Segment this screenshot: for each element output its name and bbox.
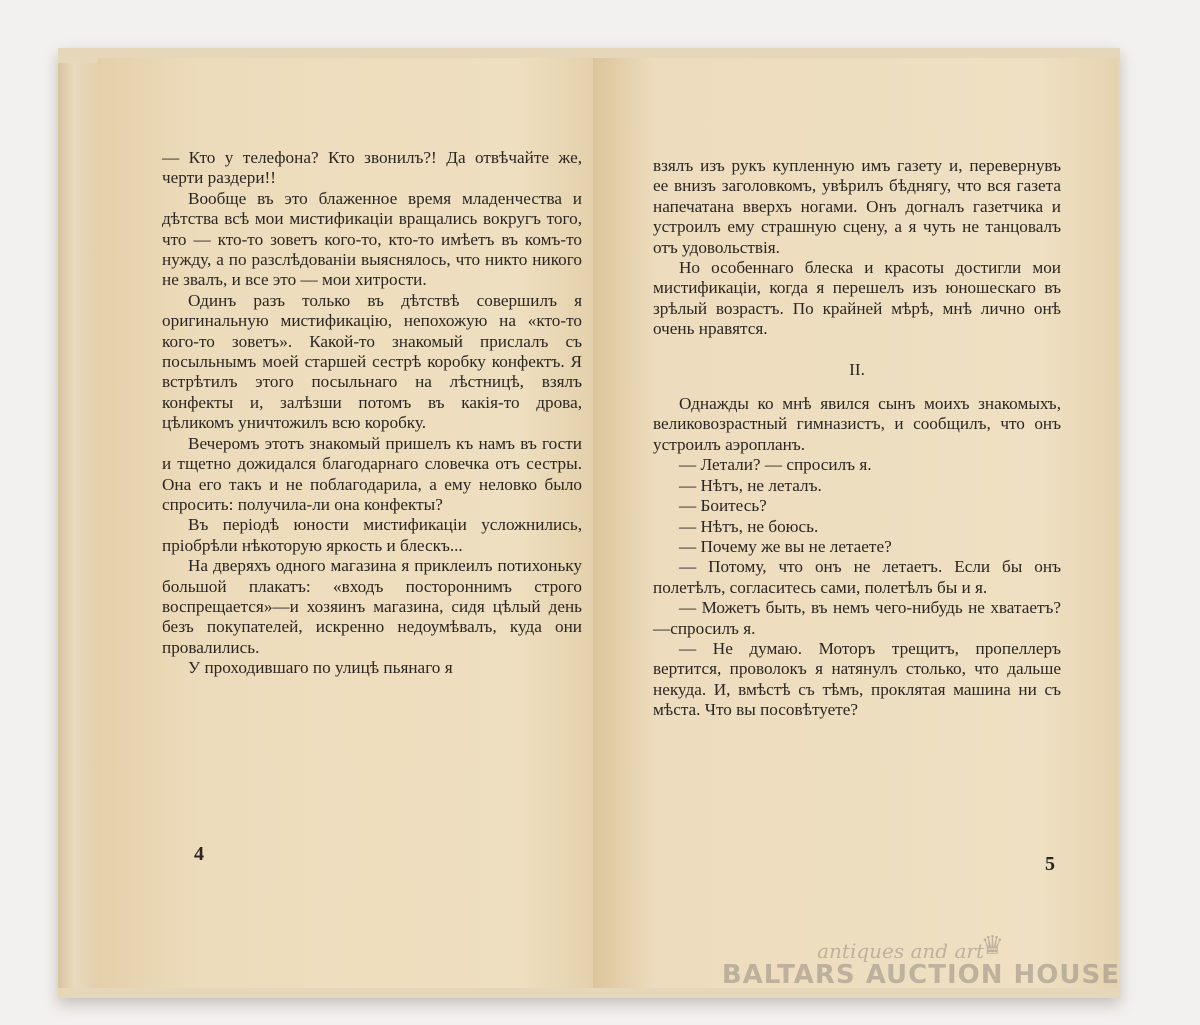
paragraph: Но особеннаго блеска и красоты достигли мои мистификаціи, когда я перешелъ изъ юношескаго въ зрѣлый возрастъ. По крайней мѣрѣ, мнѣ лично онѣ очень нравятся. bbox=[653, 258, 1061, 339]
paragraph: — Кто у телефона? Кто звонилъ?! Да отвѣчайте же, черти раздери!! bbox=[162, 148, 582, 188]
paragraph: На дверяхъ одного магазина я приклеилъ потихоньку большой плакатъ: «входъ постороннимъ строго воспрещается»—и хозяинъ магазина, сидя цѣлый день безъ покупателей, искренно недоумѣвалъ, куда они провалились. bbox=[162, 556, 582, 657]
dialogue-line: — Можетъ быть, въ немъ чего-нибудь не хватаетъ?—спросилъ я. bbox=[653, 598, 1061, 638]
open-book bbox=[58, 48, 1120, 998]
paragraph: Въ періодѣ юности мистификаціи усложнились, пріобрѣли нѣкоторую яркость и блескъ... bbox=[162, 515, 582, 555]
dialogue-line: — Боитесь? bbox=[679, 496, 767, 516]
watermark-brand: BALTARS AUCTION HOUSE bbox=[721, 960, 1120, 990]
dialogue-line: — Нѣтъ, не боюсь. bbox=[679, 516, 819, 536]
left-page-text bbox=[162, 148, 582, 679]
left-page bbox=[98, 58, 623, 988]
dialogue-line: — Потому, что онъ не летаетъ. Если бы онъ полетѣлъ, согласитесь сами, полетѣлъ бы и я. bbox=[653, 557, 1061, 597]
paragraph: Однажды ко мнѣ явился сынъ моихъ знакомыхъ, великовозрастный гимназистъ, и сообщилъ, что онъ устроилъ аэропланъ. bbox=[653, 394, 1061, 454]
paragraph: Вечеромъ этотъ знакомый пришелъ къ намъ въ гости и тщетно дожидался благодарнаго словечка отъ сестры. Она его такъ и не поблагодарила, а ему неловко было спросить: получила-ли она конфекты? bbox=[162, 433, 582, 514]
right-page bbox=[593, 58, 1118, 988]
paragraph: Одинъ разъ только въ дѣтствѣ совершилъ я оригинальную мистификацію, непохожую на «кто-то кого-то зоветъ». Какой-то знакомый прислалъ съ посыльнымъ моей старшей сестрѣ коробку конфектъ. Я встрѣтилъ этого посыльнаго на лѣстницѣ, взялъ конфекты и, залѣзши потомъ въ какія-то дрова, цѣликомъ уничтожилъ всю коробку. bbox=[162, 290, 582, 433]
page-edges bbox=[58, 63, 98, 988]
right-page-text bbox=[653, 156, 1061, 721]
section-heading: II. bbox=[849, 359, 865, 379]
paragraph: У проходившаго по улицѣ пьянаго я bbox=[188, 658, 453, 678]
dialogue-line: — Не думаю. Моторъ трещитъ, пропеллеръ вертится, проволокъ я натянулъ столько, что дальше некуда. И, вмѣстѣ съ тѣмъ, проклятая машина ни съ мѣста. Что вы посовѣтуете? bbox=[653, 638, 1061, 720]
paragraph: Вообще въ это блаженное время младенчества и дѣтства всѣ мои мистификаціи вращались вокругъ того, что — кто-то зоветъ кого-то, кто-то имѣетъ въ комъ-то нужду, а по разслѣдованіи выяснялось, что никто никого не звалъ, и все это — мои хитрости. bbox=[162, 188, 582, 290]
crown-icon: ♛ bbox=[980, 931, 1004, 961]
watermark-tagline: antiques and art bbox=[817, 939, 984, 963]
page-number: 5 bbox=[1045, 853, 1055, 875]
page-number: 4 bbox=[194, 843, 204, 865]
dialogue-line: — Нѣтъ, не леталъ. bbox=[679, 475, 822, 495]
dialogue-line: — Летали? — спросилъ я. bbox=[679, 455, 872, 475]
auction-watermark bbox=[716, 931, 1136, 1015]
paragraph: взялъ изъ рукъ купленную имъ газету и, перевернувъ ее внизъ заголовкомъ, увѣрилъ бѣднягу, что вся газета напечатана вверхъ ногами. Онъ догналъ газетчика и устроилъ ему страшную сцену, а я чуть не танцовалъ отъ удовольствія. bbox=[653, 156, 1061, 257]
dialogue-line: — Почему же вы не летаете? bbox=[679, 536, 892, 556]
